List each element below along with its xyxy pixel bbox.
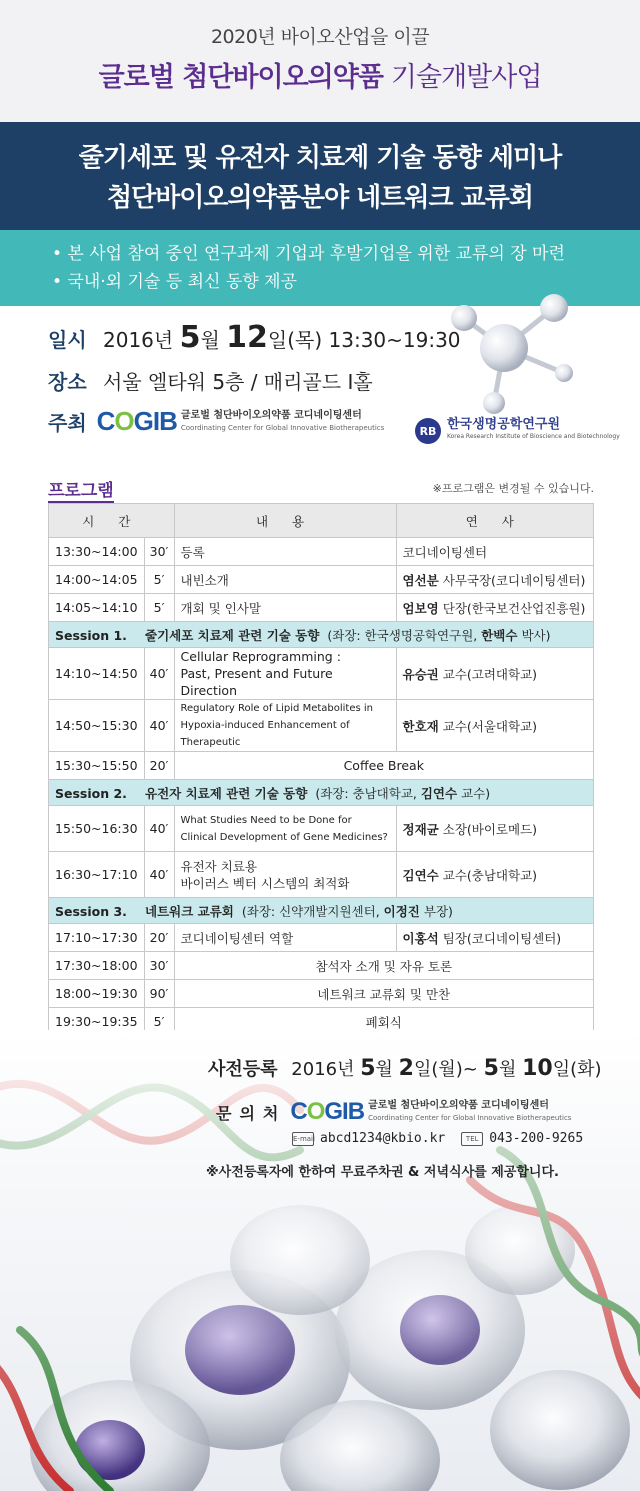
row-time: 15:50~16:30 <box>49 806 145 852</box>
contact-email[interactable]: abcd1234@kbio.kr <box>320 1131 446 1146</box>
date-row <box>48 320 461 355</box>
row-duration: 5′ <box>144 594 174 622</box>
cogib-name-ko: 글로벌 첨단바이오의약품 코디네이팅센터 <box>368 1100 549 1111</box>
row-content: 등록 <box>174 538 396 566</box>
date-month-unit: 월 <box>200 328 220 352</box>
row-time: 17:10~17:30 <box>49 924 145 952</box>
row-time: 14:10~14:50 <box>49 648 145 700</box>
row-content: Coffee Break <box>174 752 593 780</box>
row-content: Regulatory Role of Lipid Metabolites in Hypoxia-induced Enhancement of Therapeutic <box>174 700 396 752</box>
phone-icon: TEL <box>461 1132 483 1146</box>
program-title: 프로그램 <box>48 481 114 501</box>
row-duration: 20′ <box>144 924 174 952</box>
date-day-unit: 일(목) <box>267 328 323 352</box>
seminar-title-line2: 첨단바이오의약품분야 네트워크 교류회 <box>106 183 534 213</box>
header <box>0 0 640 122</box>
cogib-wordmark: COGIB <box>96 406 177 436</box>
registration-end-day: 10 <box>522 1056 553 1081</box>
row-time: 14:05~14:10 <box>49 594 145 622</box>
row-content: 개회 및 인사말 <box>174 594 396 622</box>
row-speaker: 김연수 교수(충남대학교) <box>396 852 593 898</box>
row-time: 13:30~14:00 <box>49 538 145 566</box>
contact-phone[interactable]: 043-200-9265 <box>489 1131 584 1146</box>
table-row <box>49 700 594 752</box>
header-title-bold: 글로벌 첨단바이오의약품 <box>98 62 383 93</box>
header-content: 내 용 <box>174 504 396 538</box>
table-row <box>49 752 594 780</box>
cogib-description <box>181 410 384 434</box>
header-time: 시 간 <box>49 504 175 538</box>
row-content: 유전자 치료용 바이러스 벡터 시스템의 최적화 <box>174 852 396 898</box>
header-speaker: 연 사 <box>396 504 593 538</box>
table-row <box>49 594 594 622</box>
bullet-item: • 본 사업 참여 중인 연구과제 기업과 후발기업을 위한 교류의 장 마련 <box>52 244 565 264</box>
date-year: 2016년 <box>103 328 174 352</box>
row-time: 14:50~15:30 <box>49 700 145 752</box>
table-row <box>49 852 594 898</box>
kribb-name-en: Korea Research Institute of Bioscience and Biotechnology <box>447 433 620 440</box>
row-duration: 30′ <box>144 952 174 980</box>
cogib-name-ko: 글로벌 첨단바이오의약품 코디네이팅센터 <box>180 409 362 421</box>
row-duration: 20′ <box>144 752 174 780</box>
row-speaker: 이홍석 팀장(코디네이팅센터) <box>396 924 593 952</box>
registration-period: 사전등록 2016년 5월 2일(월)~ 5월 10일(화) <box>208 1056 602 1081</box>
registration-notice: ※사전등록자에 한하여 무료주차권 & 저녁식사를 제공합니다. <box>206 1165 559 1180</box>
registration-start-month: 5 <box>360 1056 376 1081</box>
contact-details <box>292 1131 583 1146</box>
table-row <box>49 980 594 1008</box>
kribb-name-ko: 한국생명공학연구원 <box>447 417 561 432</box>
row-duration: 40′ <box>144 700 174 752</box>
row-time: 16:30~17:10 <box>49 852 145 898</box>
row-content: 내빈소개 <box>174 566 396 594</box>
row-duration: 90′ <box>144 980 174 1008</box>
row-content: 폐회식 <box>174 1008 593 1036</box>
registration-end-month: 5 <box>483 1056 499 1081</box>
header-subtitle: 2020년 바이오산업을 이끌 <box>210 26 430 48</box>
table-row <box>49 566 594 594</box>
table-row <box>49 924 594 952</box>
date-time: 13:30~19:30 <box>328 328 461 352</box>
row-duration: 40′ <box>144 806 174 852</box>
cogib-logo-small <box>290 1098 571 1126</box>
kribb-mark-icon: RB <box>415 418 441 444</box>
session-row <box>49 780 594 806</box>
kribb-logo <box>415 418 620 444</box>
date-month: 5 <box>179 320 201 355</box>
registration-start-day: 2 <box>398 1056 414 1081</box>
program-table <box>48 503 594 1036</box>
email-icon: E-mail <box>292 1132 314 1146</box>
host-label: 주최 <box>48 411 87 435</box>
row-content: Cellular Reprogramming : Past, Present and Future Direction <box>174 648 396 700</box>
table-row <box>49 952 594 980</box>
row-duration: 40′ <box>144 852 174 898</box>
row-content: 참석자 소개 및 자유 토론 <box>174 952 593 980</box>
row-speaker: 염선분 사무국장(코디네이팅센터) <box>396 566 593 594</box>
row-content: What Studies Need to be Done for Clinical Development of Gene Medicines? <box>174 806 396 852</box>
place-row <box>48 366 373 395</box>
row-duration: 40′ <box>144 648 174 700</box>
registration-label: 사전등록 <box>208 1059 278 1080</box>
session-2: Session 2. 유전자 치료제 관련 기술 동향 (좌장: 충남대학교, 김연수 교수) <box>49 780 594 806</box>
row-time: 18:00~19:30 <box>49 980 145 1008</box>
table-row <box>49 538 594 566</box>
row-speaker: 유승권 교수(고려대학교) <box>396 648 593 700</box>
row-duration: 5′ <box>144 566 174 594</box>
row-speaker: 정재균 소장(바이로메드) <box>396 806 593 852</box>
table-header-row <box>49 504 594 538</box>
program-note: ※프로그램은 변경될 수 있습니다. <box>432 482 594 495</box>
place-label: 장소 <box>48 370 87 394</box>
host-row <box>48 406 384 437</box>
row-speaker: 코디네이팅센터 <box>396 538 593 566</box>
date-label: 일시 <box>48 328 87 352</box>
program-heading <box>48 476 594 500</box>
row-content: 네트워크 교류회 및 만찬 <box>174 980 593 1008</box>
cogib-wordmark: COGIB <box>290 1098 365 1125</box>
row-duration: 5′ <box>144 1008 174 1036</box>
contact-row <box>216 1098 571 1126</box>
row-speaker: 엄보영 단장(한국보건산업진흥원) <box>396 594 593 622</box>
date-day: 12 <box>226 320 268 355</box>
table-row <box>49 806 594 852</box>
kribb-text <box>447 419 620 443</box>
event-info <box>0 306 640 471</box>
contact-label: 문의처 <box>216 1103 287 1123</box>
place-value: 서울 엘타워 5층 / 매리골드 Ⅰ홀 <box>103 370 373 394</box>
row-content: 코디네이팅센터 역할 <box>174 924 396 952</box>
row-speaker: 한호재 교수(서울대학교) <box>396 700 593 752</box>
session-row <box>49 622 594 648</box>
row-time: 15:30~15:50 <box>49 752 145 780</box>
table-row <box>49 648 594 700</box>
row-time: 19:30~19:35 <box>49 1008 145 1036</box>
row-duration: 30′ <box>144 538 174 566</box>
seminar-title-line1: 줄기세포 및 유전자 치료제 기술 동향 세미나 <box>78 143 562 173</box>
bullet-item: • 국내·외 기술 등 최신 동향 제공 <box>52 272 297 292</box>
seminar-title-band <box>0 122 640 230</box>
session-3: Session 3. 네트워크 교류회 (좌장: 신약개발지원센터, 이정진 부장) <box>49 898 594 924</box>
row-time: 17:30~18:00 <box>49 952 145 980</box>
header-title-rest: 기술개발사업 <box>390 62 542 93</box>
session-1: Session 1. 줄기세포 치료제 관련 기술 동향 (좌장: 한국생명공학연구원, 한백수 박사) <box>49 622 594 648</box>
cogib-logo <box>97 406 385 437</box>
row-time: 14:00~14:05 <box>49 566 145 594</box>
cogib-description <box>368 1100 571 1124</box>
registration-year: 2016년 <box>291 1059 355 1080</box>
header-title <box>0 55 640 94</box>
cogib-name-en: Coordinating Center for Global Innovative Biotherapeutics <box>368 1114 572 1122</box>
cogib-name-en: Coordinating Center for Global Innovative Biotherapeutics <box>180 423 385 432</box>
session-row <box>49 898 594 924</box>
